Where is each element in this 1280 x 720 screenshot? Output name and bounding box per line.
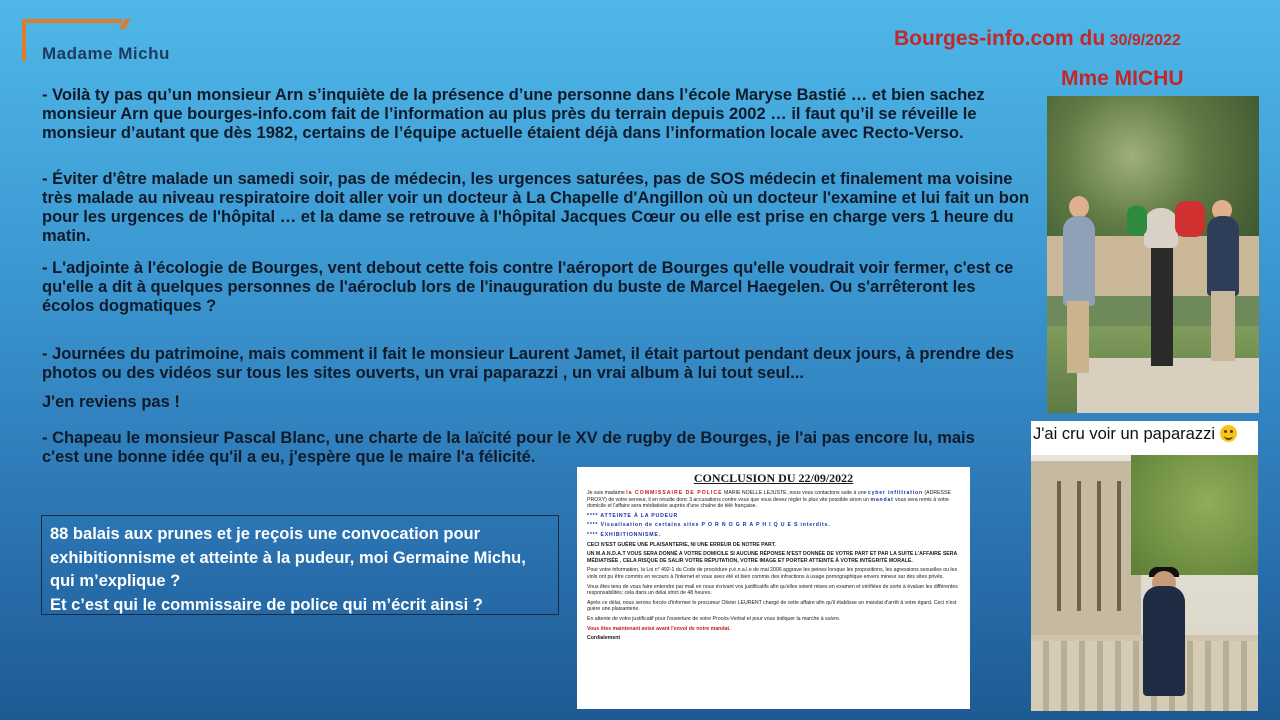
document-charge-3: **** EXHIBITIONNISME. — [587, 531, 661, 538]
paragraph-patrimoine: - Journées du patrimoine, mais comment il fait le monsieur Laurent Jamet, il était partout pendant deux jours, à prendre des photos ou des vidéos sur tous les sites ouverts, un vrai paparazzi , un vrai album à lui tout seul... — [42, 345, 1014, 382]
paparazzi-caption-text: J'ai cru voir un paparazzi — [1033, 425, 1215, 443]
mme-michu-label: Mme MICHU — [1061, 67, 1184, 90]
document-intro: Je suis madame la COMMISSAIRE DE POLICE MARIE NOELLE LEJUSTE ,nous vous contactons suite à une cyber infiltration (ADRESSE PROXY) de votre serveur, il en résulte donc 3 accusations contre vous que vous devez régler le plus vite possible sinon un mandat vous sera remis à votre domicile et l'affaire sera médiatisée auprès d'une chaîne de télé française. — [587, 490, 951, 510]
callout-box — [41, 515, 559, 615]
paragraph-exclamation: J'en reviens pas ! — [42, 393, 180, 411]
bust-unveiling-photo — [1047, 96, 1259, 413]
slide-title: Madame Michu — [42, 44, 170, 63]
document-closing: Cordialement — [587, 635, 621, 642]
document-charge-1: **** ATTEINTE À LA PUDEUR — [587, 512, 678, 519]
document-line-law: Pour votre information, la Loi n° 492-1 du Code de procédure p.é.n.a.l.e de mai 2006 aggrave les peines lorsque les propositions, les agressions sexuelles ou les viols ont pu être commis en recours à l'internet et vous avez été et bien commis des infractions à usage pornographique envers mineur sur des sites privés. — [587, 567, 958, 580]
document-line-mandat: UN M.A.N.D.A.T VOUS SERA DONNÉ A VOTRE DOMICILE SI AUCUNE RÉPONSE N'EST DONNÉE DE VOTRE PART ET PAR LA SUITE L'AFFAIRE SERA MÉDIATISÉE , CELA RISQUE DE SALIR VOTRE RÉPUTATION, VOTRE IMAGE ET PORTER ATTEINTE À VOTRE INTÉGRITÉ MORALE. — [587, 551, 958, 564]
document-title: CONCLUSION DU 22/09/2022 — [693, 471, 854, 485]
callout-line-1: 88 balais aux prunes et je reçois une convocation pour exhibitionnisme et atteinte à la pudeur, moi Germaine Michu, qui m’explique ? — [50, 525, 526, 590]
paragraph-urgences: - Éviter d'être malade un samedi soir, pas de médecin, les urgences saturées, pas de SOS médecin et finalement ma voisine très malade au niveau respiratoire doit aller voir un docteur à La Chapelle d'Angillon où un docteur l'examine et lui fait un bon pour les urgences de l'hôpital … et la dame se retrouve à l'hôpital Jacques Cœur ou elle est prise en charge vers 1 heure du matin. — [42, 170, 1030, 245]
paragraph-ecole: - Voilà ty pas qu’un monsieur Arn s’inquiète de la présence d’une personne dans l’école Maryse Bastié … et bien sachez monsieur Arn que bourges-info.com fait de l’information au plus près du terrain depuis 2002 … il faut qu’il se réveille le monsieur d’autant que dès 1982, certains de l’équipe actuelle étaient déjà dans l’information locale avec Recto-Verso. — [42, 86, 985, 142]
police-letter-document — [577, 467, 970, 709]
paparazzi-photo — [1031, 421, 1258, 711]
document-line-joke: CECI N'EST GUÈRE UNE PLAISANTERIE, NI UNE ERREUR DE NOTRE PART. — [587, 541, 776, 548]
document-line-procureur: Après ce délai, nous serons forcés d'informer le procureur Olivier LEURENT chargé de cette affaire afin qu'il établisse un mandat d'arrêt à votre égard. Ceci n'est guère une plaisanterie. — [587, 599, 957, 613]
site-name: Bourges-info.com du — [894, 27, 1106, 50]
site-header — [894, 27, 1181, 51]
document-line-mail: Vous êtes tenu de vous faire entendre par mail en nous écrivant vos justificatifs afin qu'elles soient mises en examen et vérifiées de sorte à évaluer les différentes responsabilités; cela dans un délai strict de 48 heures. — [587, 583, 958, 597]
document-line-warning: Vous êtes maintenant avisé avant l'envoi de notre mandat. — [587, 625, 731, 632]
document-charge-2: **** Visualisation de certains sites P O R N O G R A P H I Q U E S interdits. — [587, 522, 831, 529]
paragraph-aeroport: - L'adjointe à l'écologie de Bourges, vent debout cette fois contre l'aéroport de Bourges qu'elle voudrait voir fermer, c'est ce qu'elle a dit à quelques personnes de l'aéroclub lors de l'inauguration du buste de Marcel Haegelen. Ou s'arrêteront les écolos dogmatiques ? — [42, 259, 1014, 315]
paparazzi-caption — [1031, 421, 1258, 455]
site-date: 30/9/2022 — [1109, 32, 1181, 49]
smile-emoji-icon — [1220, 425, 1237, 442]
document-line-pv: En attente de votre justificatif pour l'ouverture de votre Procès-Verbal et pour vous indiquer la marche à suivre. — [587, 615, 841, 622]
callout-line-2: Et c’est qui le commissaire de police qui m’écrit ainsi ? — [50, 595, 483, 614]
paragraph-rugby: - Chapeau le monsieur Pascal Blanc, une charte de la laïcité pour le XV de rugby de Bourges, je l'ai pas encore lu, mais c'est une bonne idée qu'il a eu, j'espère que le maire l'a félicité. — [42, 429, 975, 466]
